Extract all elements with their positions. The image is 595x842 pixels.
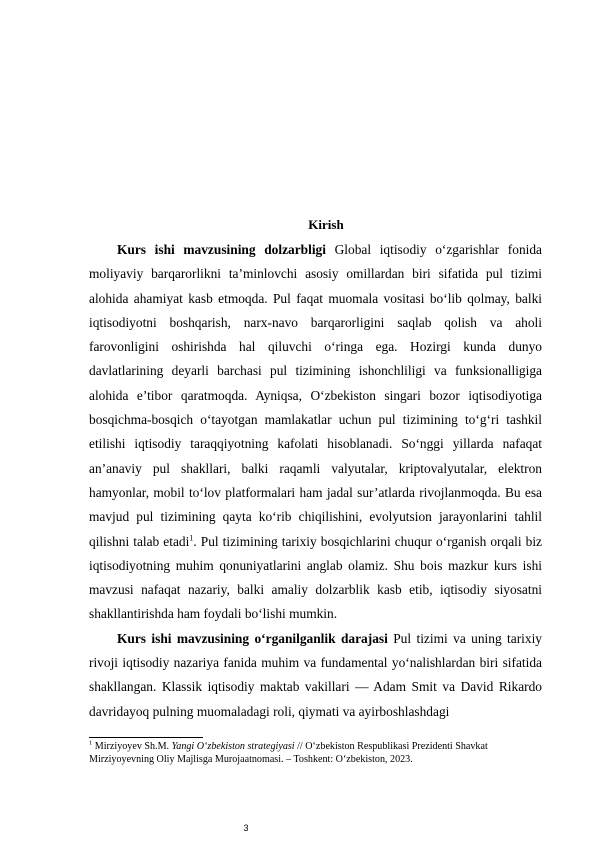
paragraph-relevance-title: Kurs ishi mavzusining dolzarbligi	[117, 242, 326, 257]
paragraph-study-level-title: Kurs ishi mavzusining o‘rganilganlik darajasi	[117, 630, 388, 646]
section-heading: Kirish	[308, 217, 344, 232]
paragraph-relevance-text: Global iqtisodiy o‘zgarishlar fonida moliyaviy barqarorlikni ta’minlovchi asosiy omillardan biri sifatida pul tizimi alohida ahamiyat kasb etmoqda. Pul faqat muomala vositasi bo‘lib qolmay, balki iqtisodiyotni boshqarish, narx-navo barqarorligini saqlab qolish va aholi farovonligini oshirishda hal qiluvchi o‘ringa ega. Hozirgi kunda dunyo davlatlarining deyarli barchasi pul tizimining ishonchliligi va funksionalligiga alohida e’tibor qaratmoqda. Ayniqsa, O‘zbekiston singari bozor iqtisodiyotiga bosqichma-bosqich o‘tayotgan mamlakatlar uchun pul tizimining to‘g‘ri tashkil etilishi iqtisodiy taraqqiyotning kafolati hisoblanadi. So‘nggi yillarda nafaqat an’anaviy pul shakllari, balki raqamli valyutalar, kriptovalyutalar, elektron hamyonlar, mobil to‘lov platformalari ham jadal sur’atlarda rivojlanmoqda. Bu esa mavjud pul tizimining qayta ko‘rib chiqilishini, evolyutsion jarayonlarini tahlil qilishni talab etadi	[89, 242, 542, 549]
paragraph-study-level	[89, 627, 542, 724]
body-text	[89, 238, 542, 724]
footnote-number: 1	[89, 739, 93, 747]
paragraph-relevance-text-continued: . Pul tizimining tarixiy bosqichlarini chuqur o‘rganish orqali biz iqtisodiyotning muhim qonuniyatlarini anglab olamiz. Shu bois mazkur kurs ishi mavzusi nafaqat nazariy, balki amaliy dolzarblik kasb etib, iqtisodiy siyosatni shakllantirishda ham foydali bo‘lishi mumkin.	[89, 533, 542, 622]
footnote-reference[interactable]: 1	[189, 533, 194, 543]
footnote-source: // O‘zbekiston Respublikasi Prezidenti Shavkat Mirziyoyevning Oliy Majlisga Murojaatnomasi. – Toshkent: O‘zbekiston, 2023.	[89, 741, 488, 765]
footnote-author: Mirziyoyev Sh.M.	[92, 741, 172, 752]
footnote-title: Yangi O‘zbekiston strategiyasi	[171, 741, 295, 752]
paragraph-relevance	[89, 238, 542, 627]
footnote	[89, 741, 542, 766]
page-number: 3	[243, 823, 249, 833]
footnote-separator	[89, 737, 203, 738]
paragraph-study-level-text: Pul tizimi va uning tarixiy rivoji iqtisodiy nazariya fanida muhim va fundamental yo‘nalishlardan biri sifatida shakllangan. Klassik iqtisodiy maktab vakillari — Adam Smit va David Rikardo davridayoq pulning muomaladagi roli, qiymati va ayirboshlashdagi	[89, 630, 543, 719]
